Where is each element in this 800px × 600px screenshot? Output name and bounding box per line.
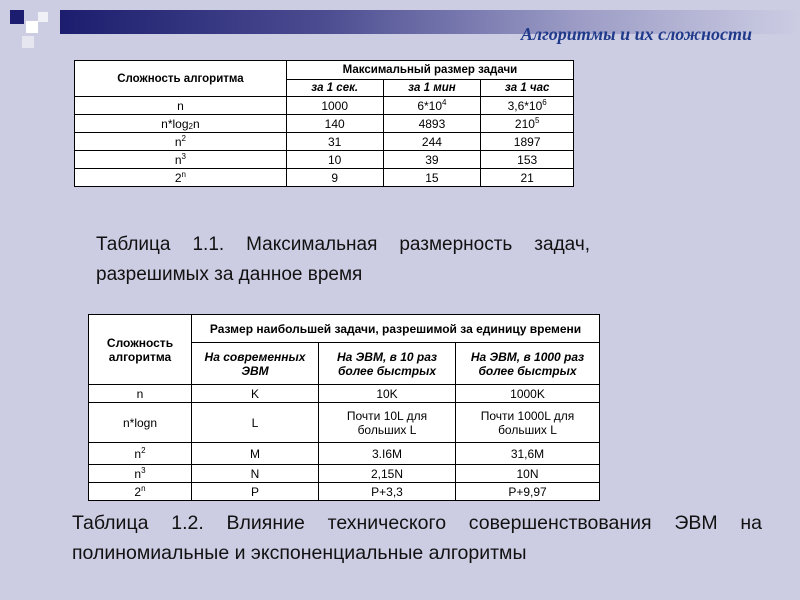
value-cell: $210^5$ — [481, 115, 574, 133]
table-row — [75, 97, 574, 115]
table1-header-complexity: Сложность алгоритма — [75, 61, 287, 97]
decor-square-small — [38, 12, 48, 22]
algo-cell: $n^3$ — [89, 465, 192, 483]
table1-col-hour: за 1 час — [481, 80, 574, 97]
value-cell: K — [192, 385, 319, 403]
value-cell: P+3,3 — [319, 483, 456, 501]
value-cell: 1000K — [456, 385, 600, 403]
value-cell: $3,6*10^6$ — [481, 97, 574, 115]
value-cell: Почти 10L для больших L — [319, 403, 456, 443]
algo-cell: 2$^n$ — [75, 169, 287, 187]
algo-cell: n*logn — [89, 403, 192, 443]
algo-cell: $n^2$ — [75, 133, 287, 151]
decor-square-white — [26, 21, 38, 33]
value-cell: 140 — [286, 115, 383, 133]
value-cell: L — [192, 403, 319, 443]
value-cell: 1897 — [481, 133, 574, 151]
value-cell: 153 — [481, 151, 574, 169]
table-row — [89, 385, 600, 403]
table-row — [89, 403, 600, 443]
table-hardware-improvement — [88, 314, 600, 501]
value-cell: 10N — [456, 465, 600, 483]
table-row — [75, 151, 574, 169]
table1-header-group: Максимальный размер задачи — [286, 61, 573, 80]
algo-cell: n — [75, 97, 287, 115]
value-cell: M — [192, 443, 319, 465]
value-cell: P — [192, 483, 319, 501]
table-row — [89, 465, 600, 483]
algo-cell: $n*\log_2n$ — [75, 115, 287, 133]
algo-cell: $n^3$ — [75, 151, 287, 169]
algo-cell: 2$^n$ — [89, 483, 192, 501]
table-max-problem-size — [74, 60, 574, 187]
value-cell: 3.I6M — [319, 443, 456, 465]
value-cell: 10 — [286, 151, 383, 169]
algo-cell: n — [89, 385, 192, 403]
value-cell: 31,6M — [456, 443, 600, 465]
table1-col-sec: за 1 сек. — [286, 80, 383, 97]
value-cell: N — [192, 465, 319, 483]
value-cell: P+9,97 — [456, 483, 600, 501]
table-row — [75, 133, 574, 151]
value-cell: 9 — [286, 169, 383, 187]
value-cell: 39 — [383, 151, 481, 169]
table2-header-complexity: Сложность алгоритма — [89, 315, 192, 385]
table-row — [89, 443, 600, 465]
value-cell: 31 — [286, 133, 383, 151]
table-row — [75, 115, 574, 133]
value-cell: 2,15N — [319, 465, 456, 483]
slide-title: Алгоритмы и их сложности — [520, 24, 752, 44]
value-cell: 21 — [481, 169, 574, 187]
value-cell: Почти 1000L для больших L — [456, 403, 600, 443]
value-cell: 4893 — [383, 115, 481, 133]
table2-caption: Таблица 1.2. Влияние технического совершенствования ЭВМ на полиномиальные и экспоненциальные алгоритмы — [72, 512, 762, 564]
value-cell: 10K — [319, 385, 456, 403]
value-cell: $6*10^4$ — [383, 97, 481, 115]
table2-col-x1000: На ЭВМ, в 1000 раз более быстрых — [456, 343, 600, 385]
decor-square-light — [22, 36, 34, 48]
value-cell: 15 — [383, 169, 481, 187]
decor-square-dark — [10, 10, 24, 24]
table2-col-modern: На современных ЭВМ — [192, 343, 319, 385]
table-row — [89, 483, 600, 501]
value-cell: 244 — [383, 133, 481, 151]
table1-col-min: за 1 мин — [383, 80, 481, 97]
table2-col-x10: На ЭВМ, в 10 раз более быстрых — [319, 343, 456, 385]
table-row — [75, 169, 574, 187]
table1-caption: Таблица 1.1. Максимальная размерность задач, разрешимых за данное время — [96, 234, 590, 285]
algo-cell: $n^2$ — [89, 443, 192, 465]
table2-header-group: Размер наибольшей задачи, разрешимой за единицу времени — [192, 315, 600, 343]
value-cell: 1000 — [286, 97, 383, 115]
